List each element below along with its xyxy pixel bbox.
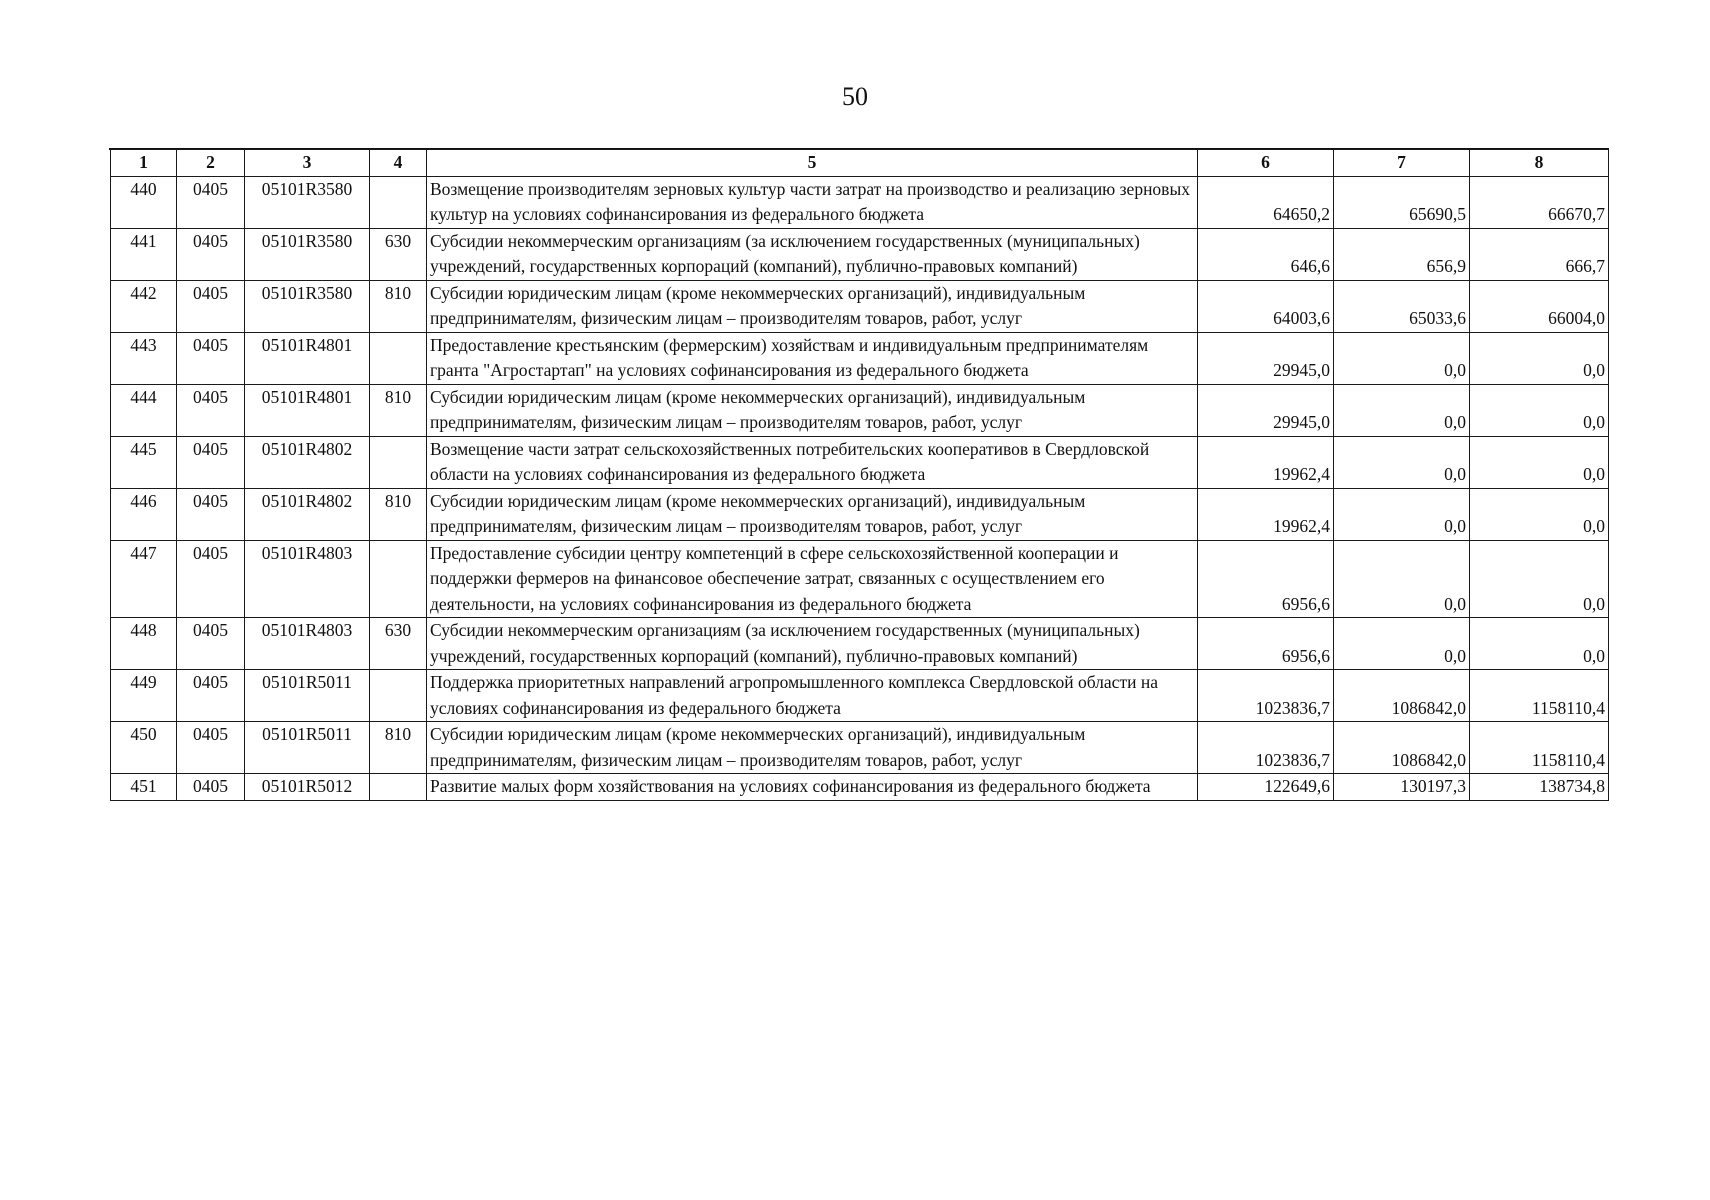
- amount-year-2: 656,9: [1334, 228, 1470, 280]
- table-row: [111, 280, 1609, 332]
- expense-name: Субсидии юридическим лицам (кроме некоммерческих организаций), индивидуальным предпринимателям, физическим лицам – производителям товаров, работ, услуг: [427, 280, 1198, 332]
- expense-type-code: 630: [370, 618, 427, 670]
- expense-type-code: 810: [370, 384, 427, 436]
- amount-year-1: 646,6: [1198, 228, 1334, 280]
- page-number: 50: [842, 82, 868, 111]
- col-header-6: 6: [1198, 150, 1334, 177]
- amount-year-1: 19962,4: [1198, 436, 1334, 488]
- amount-year-2: 0,0: [1334, 332, 1470, 384]
- table-row: [111, 332, 1609, 384]
- target-article-code: 05101R4801: [245, 332, 370, 384]
- col-header-4: 4: [370, 150, 427, 177]
- section-code: 0405: [177, 670, 245, 722]
- section-code: 0405: [177, 228, 245, 280]
- target-article-code: 05101R5011: [245, 670, 370, 722]
- expense-type-code: 810: [370, 280, 427, 332]
- section-code: 0405: [177, 176, 245, 228]
- col-header-3: 3: [245, 150, 370, 177]
- section-code: 0405: [177, 722, 245, 774]
- amount-year-2: 1086842,0: [1334, 670, 1470, 722]
- expense-name: Субсидии юридическим лицам (кроме некоммерческих организаций), индивидуальным предпринимателям, физическим лицам – производителям товаров, работ, услуг: [427, 722, 1198, 774]
- expense-name: Развитие малых форм хозяйствования на условиях софинансирования из федерального бюджета: [427, 774, 1198, 801]
- table-row: [111, 618, 1609, 670]
- amount-year-1: 6956,6: [1198, 540, 1334, 618]
- amount-year-2: 0,0: [1334, 488, 1470, 540]
- expense-name: Субсидии некоммерческим организациям (за исключением государственных (муниципальных) учреждений, государственных корпораций (компаний), публично-правовых компаний): [427, 228, 1198, 280]
- header-row: [111, 150, 1609, 177]
- section-code: 0405: [177, 280, 245, 332]
- amount-year-1: 1023836,7: [1198, 670, 1334, 722]
- expense-name: Субсидии юридическим лицам (кроме некоммерческих организаций), индивидуальным предпринимателям, физическим лицам – производителям товаров, работ, услуг: [427, 384, 1198, 436]
- expense-type-code: [370, 774, 427, 801]
- budget-table: [110, 149, 1609, 801]
- amount-year-1: 6956,6: [1198, 618, 1334, 670]
- expense-name: Субсидии некоммерческим организациям (за исключением государственных (муниципальных) учреждений, государственных корпораций (компаний), публично-правовых компаний): [427, 618, 1198, 670]
- amount-year-3: 0,0: [1470, 384, 1609, 436]
- section-code: 0405: [177, 436, 245, 488]
- amount-year-1: 64003,6: [1198, 280, 1334, 332]
- section-code: 0405: [177, 488, 245, 540]
- amount-year-2: 0,0: [1334, 384, 1470, 436]
- amount-year-3: 0,0: [1470, 540, 1609, 618]
- section-code: 0405: [177, 618, 245, 670]
- row-number: 449: [111, 670, 177, 722]
- target-article-code: 05101R3580: [245, 228, 370, 280]
- section-code: 0405: [177, 774, 245, 801]
- table-row: [111, 722, 1609, 774]
- amount-year-2: 0,0: [1334, 618, 1470, 670]
- row-number: 446: [111, 488, 177, 540]
- target-article-code: 05101R4803: [245, 540, 370, 618]
- amount-year-2: 0,0: [1334, 436, 1470, 488]
- expense-name: Возмещение производителям зерновых культур части затрат на производство и реализацию зерновых культур на условиях софинансирования из федерального бюджета: [427, 176, 1198, 228]
- amount-year-1: 1023836,7: [1198, 722, 1334, 774]
- target-article-code: 05101R5012: [245, 774, 370, 801]
- table-row: [111, 540, 1609, 618]
- table-row: [111, 436, 1609, 488]
- expense-type-code: [370, 332, 427, 384]
- section-code: 0405: [177, 332, 245, 384]
- row-number: 442: [111, 280, 177, 332]
- amount-year-2: 0,0: [1334, 540, 1470, 618]
- expense-type-code: [370, 540, 427, 618]
- amount-year-3: 666,7: [1470, 228, 1609, 280]
- expense-name: Возмещение части затрат сельскохозяйственных потребительских кооперативов в Свердловской области на условиях софинансирования из федерального бюджета: [427, 436, 1198, 488]
- row-number: 441: [111, 228, 177, 280]
- section-code: 0405: [177, 384, 245, 436]
- table-row: [111, 228, 1609, 280]
- expense-type-code: 630: [370, 228, 427, 280]
- table-row: [111, 774, 1609, 801]
- target-article-code: 05101R4803: [245, 618, 370, 670]
- row-number: 443: [111, 332, 177, 384]
- row-number: 451: [111, 774, 177, 801]
- amount-year-3: 0,0: [1470, 618, 1609, 670]
- expense-name: Поддержка приоритетных направлений агропромышленного комплекса Свердловской области на условиях софинансирования из федерального бюджета: [427, 670, 1198, 722]
- col-header-1: 1: [111, 150, 177, 177]
- amount-year-1: 64650,2: [1198, 176, 1334, 228]
- expense-type-code: 810: [370, 722, 427, 774]
- table-row: [111, 488, 1609, 540]
- row-number: 445: [111, 436, 177, 488]
- col-header-2: 2: [177, 150, 245, 177]
- col-header-7: 7: [1334, 150, 1470, 177]
- row-number: 448: [111, 618, 177, 670]
- target-article-code: 05101R3580: [245, 280, 370, 332]
- amount-year-3: 0,0: [1470, 436, 1609, 488]
- target-article-code: 05101R3580: [245, 176, 370, 228]
- amount-year-2: 130197,3: [1334, 774, 1470, 801]
- amount-year-1: 29945,0: [1198, 332, 1334, 384]
- section-code: 0405: [177, 540, 245, 618]
- expense-name: Предоставление крестьянским (фермерским) хозяйствам и индивидуальным предпринимателям гранта "Агростартап" на условиях софинансирования из федерального бюджета: [427, 332, 1198, 384]
- amount-year-1: 19962,4: [1198, 488, 1334, 540]
- row-number: 440: [111, 176, 177, 228]
- amount-year-3: 66670,7: [1470, 176, 1609, 228]
- row-number: 444: [111, 384, 177, 436]
- table-row: [111, 670, 1609, 722]
- amount-year-3: 0,0: [1470, 332, 1609, 384]
- col-header-8: 8: [1470, 150, 1609, 177]
- amount-year-1: 122649,6: [1198, 774, 1334, 801]
- amount-year-3: 138734,8: [1470, 774, 1609, 801]
- col-header-5: 5: [427, 150, 1198, 177]
- expense-type-code: [370, 176, 427, 228]
- target-article-code: 05101R4802: [245, 436, 370, 488]
- amount-year-3: 66004,0: [1470, 280, 1609, 332]
- amount-year-2: 65690,5: [1334, 176, 1470, 228]
- row-number: 450: [111, 722, 177, 774]
- target-article-code: 05101R4802: [245, 488, 370, 540]
- amount-year-3: 1158110,4: [1470, 722, 1609, 774]
- amount-year-1: 29945,0: [1198, 384, 1334, 436]
- amount-year-2: 65033,6: [1334, 280, 1470, 332]
- amount-year-3: 0,0: [1470, 488, 1609, 540]
- target-article-code: 05101R5011: [245, 722, 370, 774]
- target-article-code: 05101R4801: [245, 384, 370, 436]
- table-row: [111, 176, 1609, 228]
- amount-year-3: 1158110,4: [1470, 670, 1609, 722]
- row-number: 447: [111, 540, 177, 618]
- expense-name: Предоставление субсидии центру компетенций в сфере сельскохозяйственной кооперации и поддержки фермеров на финансовое обеспечение затрат, связанных с осуществлением его деятельности, на условиях софинансирования из федерального бюджета: [427, 540, 1198, 618]
- amount-year-2: 1086842,0: [1334, 722, 1470, 774]
- expense-type-code: 810: [370, 488, 427, 540]
- expense-type-code: [370, 436, 427, 488]
- expense-type-code: [370, 670, 427, 722]
- table-row: [111, 384, 1609, 436]
- expense-name: Субсидии юридическим лицам (кроме некоммерческих организаций), индивидуальным предпринимателям, физическим лицам – производителям товаров, работ, услуг: [427, 488, 1198, 540]
